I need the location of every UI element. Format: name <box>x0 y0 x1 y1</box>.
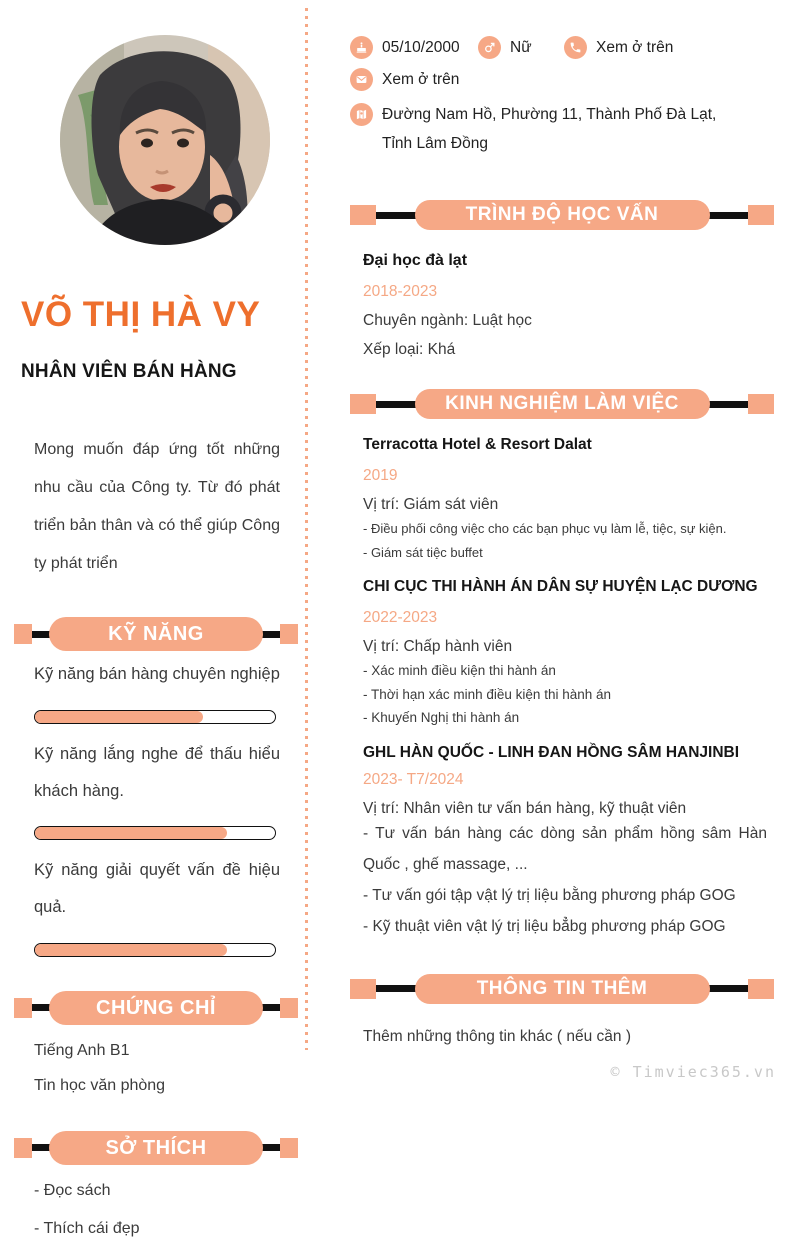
bullet: - Giám sát tiệc buffet <box>363 544 483 560</box>
school-name: Đại học đà lạt <box>363 252 468 269</box>
skill-item <box>34 852 280 957</box>
contact-row <box>350 100 774 158</box>
header-end-rect <box>350 979 376 999</box>
header-end-rect <box>14 998 32 1018</box>
skill-item <box>34 656 280 724</box>
experience-period: 2022-2023 <box>363 609 438 626</box>
experience-entry <box>363 578 774 727</box>
hobby-list <box>34 1179 298 1240</box>
profile-photo <box>60 35 270 245</box>
hobbies-header: SỞ THÍCH <box>49 1131 263 1165</box>
experience-entry <box>363 744 774 942</box>
bullet: - Tư vấn bán hàng các dòng sản phẩm hồng sâm Hàn Quốc , ghế massage, ... <box>363 824 767 873</box>
address-line2: Tỉnh Lâm Đồng <box>382 135 488 152</box>
bullet: - Thời hạn xác minh điều kiện thi hành án <box>363 686 612 702</box>
skills-header: KỸ NĂNG <box>49 617 263 651</box>
header-end-rect <box>748 394 774 414</box>
gender-value: Nữ <box>510 38 532 56</box>
certificate-item: Tin học văn phòng <box>34 1076 166 1094</box>
education-grade: Xếp loại: Khá <box>363 341 456 358</box>
envelope-icon <box>350 68 373 91</box>
bullet: - Khuyến Nghị thi hành án <box>363 710 520 725</box>
section-header-education <box>350 200 774 230</box>
bullet: - Kỹ thuật viên vật lý trị liệu bẳbg phương pháp GOG <box>363 917 726 935</box>
header-end-rect <box>350 205 376 225</box>
left-column <box>14 0 298 1255</box>
bullet: - Xác minh điều kiện thi hành án <box>363 663 556 678</box>
skill-bar-fill <box>35 711 203 723</box>
header-end-rect <box>14 1138 32 1158</box>
more-info-header: THÔNG TIN THÊM <box>415 974 710 1004</box>
skill-label: Kỹ năng lắng nghe để thấu hiểu khách hàng. <box>34 744 280 800</box>
hobby-item: - Thích cái đẹp <box>34 1219 140 1237</box>
education-entry <box>363 252 774 359</box>
section-header-skills <box>14 617 298 651</box>
header-connector <box>704 401 749 408</box>
header-end-rect <box>280 624 298 644</box>
cake-icon <box>350 36 373 59</box>
contact-row <box>350 68 774 91</box>
header-connector <box>704 212 749 219</box>
header-end-rect <box>748 205 774 225</box>
position: Vị trí: Giám sát viên <box>363 496 499 513</box>
experience-list <box>363 436 774 942</box>
header-end-rect <box>748 979 774 999</box>
skill-bar <box>34 826 276 840</box>
column-divider <box>305 8 308 1050</box>
skill-label: Kỹ năng bán hàng chuyên nghiệp <box>34 665 280 683</box>
header-connector <box>704 985 749 992</box>
section-header-more-info <box>350 974 774 1004</box>
contact-email <box>350 68 459 91</box>
gender-icon <box>478 36 501 59</box>
header-connector <box>376 985 421 992</box>
contact-block <box>350 36 774 158</box>
header-end-rect <box>280 998 298 1018</box>
experience-entry <box>363 436 774 561</box>
section-header-experience <box>350 389 774 419</box>
company-name: CHI CỤC THI HÀNH ÁN DÂN SỰ HUYỆN LẠC DƯƠNG <box>363 578 758 595</box>
phone-value: Xem ở trên <box>596 38 674 56</box>
candidate-name: VÕ THỊ HÀ VY <box>21 295 261 334</box>
certificate-list <box>34 1039 298 1097</box>
bullet: - Tư vấn gói tập vật lý trị liệu bằng phương pháp GOG <box>363 886 736 904</box>
more-info-note: Thêm những thông tin khác ( nếu cần ) <box>363 1027 632 1045</box>
company-name: Terracotta Hotel & Resort Dalat <box>363 436 592 453</box>
site-watermark: © Timviec365.vn <box>610 1063 776 1081</box>
position: Vị trí: Chấp hành viên <box>363 638 513 655</box>
header-end-rect <box>350 394 376 414</box>
contact-address <box>350 100 716 158</box>
skill-bar-fill <box>35 944 227 956</box>
skill-item <box>34 736 280 841</box>
portrait-illustration <box>60 35 270 245</box>
map-icon <box>350 103 373 126</box>
education-major: Chuyên ngành: Luật học <box>363 312 532 329</box>
header-end-rect <box>14 624 32 644</box>
experience-bullets <box>363 818 774 942</box>
contact-row <box>350 36 774 59</box>
career-objective: Mong muốn đáp ứng tốt những nhu cầu của Công ty. Từ đó phát triển bản thân và có thể giúp Công ty phát triển <box>34 441 280 572</box>
section-header-hobbies <box>14 1131 298 1165</box>
birthday-value: 05/10/2000 <box>382 38 460 56</box>
position: Vị trí: Nhân viên tư vấn bán hàng, kỹ thuật viên <box>363 799 687 817</box>
experience-header: KINH NGHIỆM LÀM VIỆC <box>415 389 710 419</box>
right-column <box>350 0 774 1046</box>
address-line1: Đường Nam Hồ, Phường 11, Thành Phố Đà Lạt, <box>382 106 717 123</box>
experience-period: 2023- T7/2024 <box>363 770 464 788</box>
skill-label: Kỹ năng giải quyết vấn đề hiệu quả. <box>34 861 280 916</box>
section-header-certificates <box>14 991 298 1025</box>
header-connector <box>376 401 421 408</box>
contact-gender <box>478 36 564 59</box>
experience-period: 2019 <box>363 467 398 484</box>
certificate-item: Tiếng Anh B1 <box>34 1041 130 1059</box>
skill-bar-fill <box>35 827 227 839</box>
contact-phone <box>564 36 673 59</box>
education-header: TRÌNH ĐỘ HỌC VẤN <box>415 200 710 230</box>
bullet: - Điều phối công việc cho các bạn phục vụ làm lễ, tiệc, sự kiện. <box>363 521 727 536</box>
contact-birthday <box>350 36 478 59</box>
hobby-item: - Đọc sách <box>34 1181 111 1199</box>
header-connector <box>376 212 421 219</box>
candidate-title: NHÂN VIÊN BÁN HÀNG <box>21 361 237 382</box>
email-value: Xem ở trên <box>382 70 460 88</box>
skill-bar <box>34 943 276 957</box>
skill-bar <box>34 710 276 724</box>
certificates-header: CHỨNG CHỈ <box>49 991 263 1025</box>
company-name: GHL HÀN QUỐC - LINH ĐAN HỒNG SÂM HANJINBI <box>363 743 740 761</box>
experience-bullets <box>363 520 774 561</box>
header-end-rect <box>280 1138 298 1158</box>
address-value <box>382 100 716 158</box>
education-period: 2018-2023 <box>363 283 438 300</box>
phone-icon <box>564 36 587 59</box>
experience-bullets <box>363 662 774 727</box>
